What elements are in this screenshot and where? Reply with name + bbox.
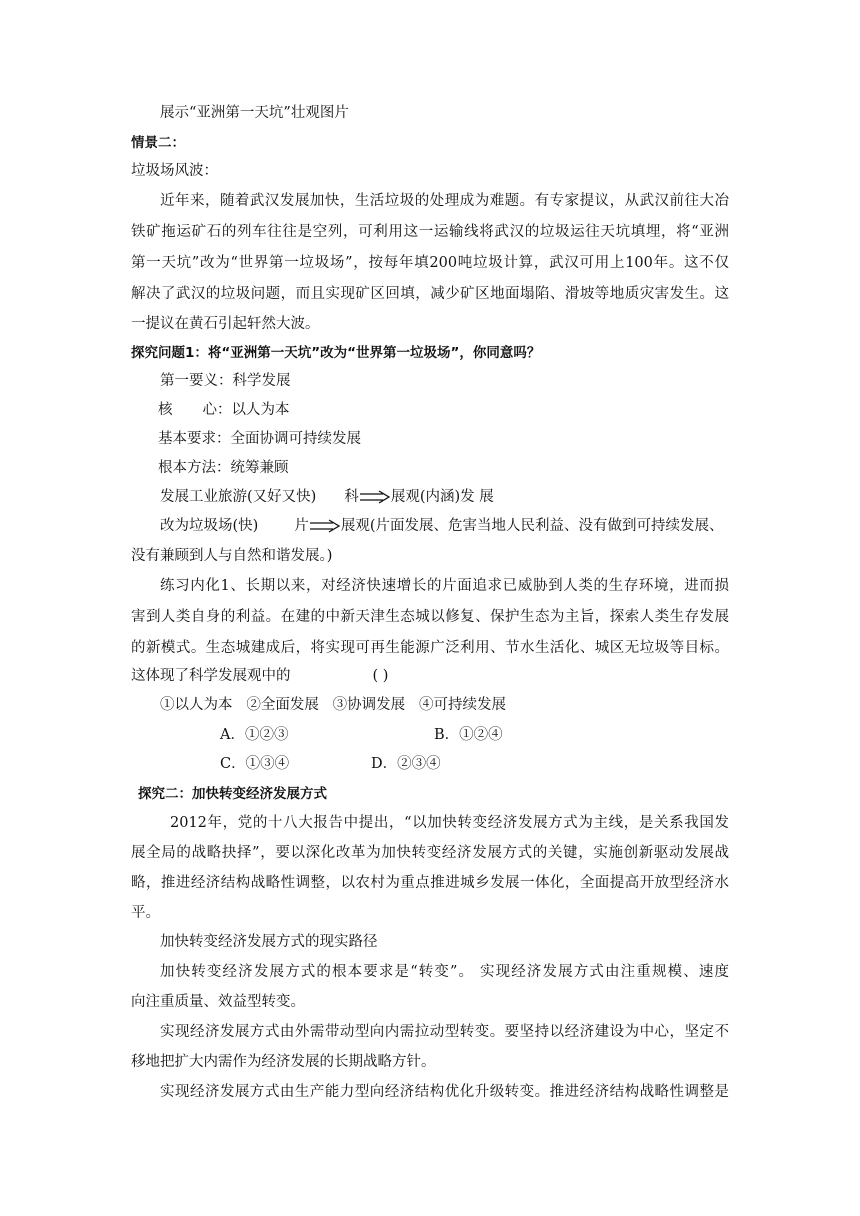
paragraph-line: 实现经济发展方式由生产能力型向经济结构优化升级转变。推进经济结构战略性调整是: [160, 1084, 729, 1100]
text-fragment: 片: [294, 518, 309, 534]
option-c: C．①③④: [220, 756, 290, 772]
question-heading: 探究问题1：将“亚洲第一天坑”改为“世界第一垃圾场”，你同意吗？: [131, 345, 541, 361]
paragraph-line: 近年来，随着武汉发展加快，生活垃圾的处理成为难题。有专家提议，从武汉前往大冶: [160, 193, 729, 209]
paragraph-line: 解决了武汉的垃圾问题，而且实现矿区回填，减少矿区地面塌陷、滑坡等地质灾害发生。这: [131, 286, 729, 302]
paragraph-line: 的新模式。生态城建成后，将实现可再生能源广泛利用、节水生活化、城区无垃圾等目标。: [131, 640, 729, 656]
text-fragment: 展观(片面发展、危害当地人民利益、没有做到可持续发展、: [340, 518, 724, 534]
paragraph-line: 练习内化1、长期以来，对经济快速增长的片面追求已威胁到人类的生存环境，进而损: [160, 578, 729, 594]
paragraph-line: 实现经济发展方式由外需带动型向内需拉动型转变。要坚持以经济建设为中心，坚定不: [160, 1024, 729, 1040]
option-d: D．②③④: [371, 756, 441, 772]
double-arrow-icon: [309, 519, 341, 533]
paragraph-line: 2012年，党的十八大报告中提出，“以加快转变经济发展方式为主线，是关系我国发: [170, 815, 729, 831]
paragraph-line: 一提议在黄石引起轩然大波。: [131, 316, 320, 332]
paragraph-line: 向注重质量、效益型转变。: [131, 994, 305, 1010]
paragraph-line: 害到人类自身的利益。在建的中新天津生态城以修复、保护生态为主旨，探索人类生存发展: [131, 609, 729, 625]
text-line: [160, 487, 494, 507]
text-line: [131, 666, 388, 686]
text-line: [160, 516, 723, 536]
text-line: 根本方法：统筹兼顾: [158, 460, 289, 476]
text-line: 第一要义：科学发展: [160, 373, 291, 389]
text-fragment: 科: [344, 489, 359, 505]
paragraph-line: 第一天坑”改为“世界第一垃圾场”，按每年填200吨垃圾计算，武汉可用上100年。这不仅: [131, 255, 729, 271]
paragraph-line: 略，推进经济结构战略性调整，以农村为重点推进城乡发展一体化，全面提高开放型经济水: [131, 875, 729, 891]
double-arrow-icon: [359, 490, 391, 504]
paragraph-line: 加快转变经济发展方式的根本要求是“转变”。 实现经济发展方式由注重规模、速度: [160, 964, 729, 980]
text-fragment: 展观(内涵)发 展: [390, 489, 494, 505]
text-line: 展示“亚洲第一天坑”壮观图片: [160, 105, 349, 121]
choice-items: ①以人为本 ②全面发展 ③协调发展 ④可持续发展: [160, 697, 506, 713]
option-a: A．①②③: [220, 727, 289, 743]
text-line: [158, 400, 290, 420]
text-fragment: 心：以人为本: [202, 402, 290, 418]
answer-blank: ( ): [372, 668, 389, 684]
text-line: 垃圾场风波：: [131, 163, 218, 179]
paragraph-line: 移地把扩大内需作为经济发展的长期战略方针。: [131, 1054, 436, 1070]
section-heading: 探究二：加快转变经济发展方式: [138, 786, 327, 802]
paragraph-line: 铁矿拖运矿石的列车往往是空列，可利用这一运输线将武汉的垃圾运往天坑填埋，将“亚洲: [131, 224, 729, 240]
text-fragment: 这体现了科学发展观中的: [131, 668, 291, 684]
subheading: 加快转变经济发展方式的现实路径: [160, 934, 378, 950]
text-fragment: 发展工业旅游(又好又快): [160, 489, 317, 505]
paragraph-line: 平。: [131, 905, 160, 921]
text-fragment: 核: [158, 402, 173, 418]
text-line: 基本要求：全面协调可持续发展: [158, 431, 361, 447]
section-heading: 情景二：: [131, 135, 185, 151]
text-fragment: 改为垃圾场(快): [160, 518, 259, 534]
option-b: B．①②④: [434, 727, 503, 743]
text-line: 没有兼顾到人与自然和谐发展。): [131, 548, 333, 564]
paragraph-line: 展全局的战略抉择”，要以深化改革为加快转变经济发展方式的关键，实施创新驱动发展战: [131, 845, 729, 861]
